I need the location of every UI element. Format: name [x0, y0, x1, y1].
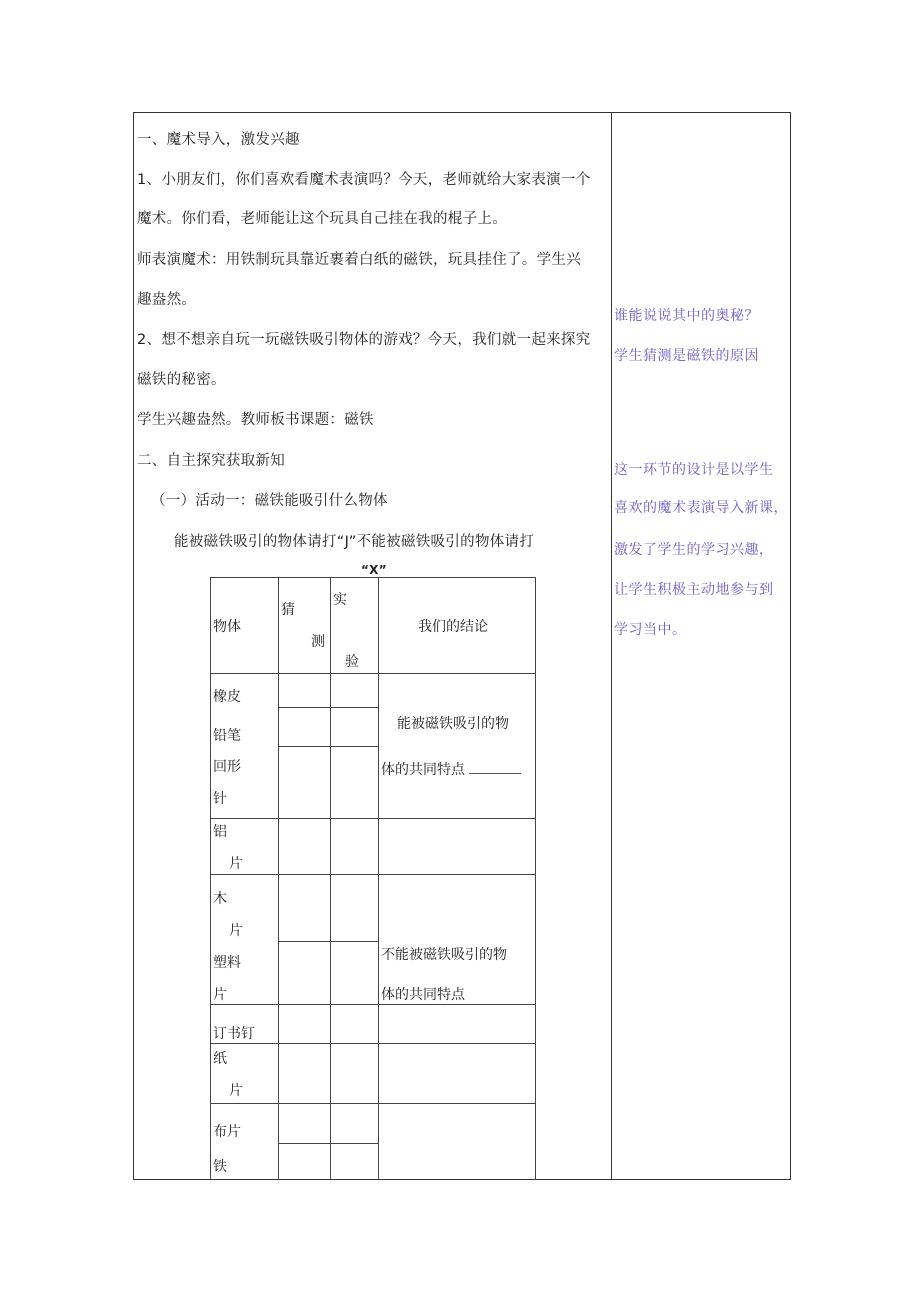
row-plastic-1: 塑料 [213, 955, 241, 971]
header-guess-2: 测 [311, 634, 325, 650]
header-experiment-1: 实 [333, 592, 347, 608]
activity-1-title: （一）活动一：磁铁能吸引什么物体 [151, 493, 388, 509]
table-hline-r4 [210, 874, 536, 875]
row-aluminum-1: 铝 [213, 824, 227, 840]
table-vline-guess [278, 577, 279, 1180]
row-paper-1: 纸 [213, 1051, 227, 1067]
answer-blank [469, 761, 521, 774]
header-guess-1: 猜 [281, 602, 295, 618]
table-vline-left [210, 577, 211, 1180]
table-hline-r3 [210, 818, 536, 819]
table-hline-top [210, 577, 536, 578]
section-2-title: 二、自主探究获取新知 [137, 453, 285, 469]
conclusion-attracted-1: 能被磁铁吸引的物 [397, 716, 509, 732]
header-conclusion: 我们的结论 [418, 619, 488, 635]
row-paper-2: 片 [229, 1083, 243, 1099]
paragraph-4: 学生兴趣盎然。教师板书课题：磁铁 [137, 412, 374, 428]
table-hline-header [210, 673, 536, 674]
design-note-line-1: 这一环节的设计是以学生 [614, 462, 774, 478]
row-iron: 铁 [213, 1159, 227, 1175]
table-vline-conclusion [378, 577, 379, 1180]
row-cloth: 布片 [213, 1124, 241, 1140]
conclusion-attracted-2 [381, 760, 521, 780]
row-pencil: 铅笔 [213, 728, 241, 744]
table-hline-r9 [278, 1143, 379, 1144]
row-aluminum-2: 片 [229, 856, 243, 872]
student-guess-note: 学生猜测是磁铁的原因 [614, 348, 759, 364]
section-1-title: 一、魔术导入，激发兴趣 [137, 132, 300, 148]
paragraph-2-line-1: 师表演魔术：用铁制玩具靠近裹着白纸的磁铁，玩具挂住了。学生兴 [137, 252, 581, 268]
paragraph-1-line-1: 1、小朋友们，你们喜欢看魔术表演吗？今天，老师就给大家表演一个 [137, 172, 591, 188]
table-hline-r2 [278, 746, 379, 747]
table-hline-r1 [278, 707, 379, 708]
conclusion-not-attracted-1: 不能被磁铁吸引的物 [381, 947, 507, 963]
column-divider [611, 112, 612, 1180]
header-object: 物体 [213, 619, 241, 635]
design-note-line-3: 激发了学生的学习兴趣， [614, 542, 774, 558]
header-experiment-2: 验 [345, 654, 359, 670]
row-plastic-2: 片 [213, 987, 227, 1003]
lesson-plan-frame [133, 112, 791, 1180]
design-note-line-4: 让学生积极主动地参与到 [614, 582, 774, 598]
conclusion-not-attracted-2: 体的共同特点 [381, 987, 465, 1003]
table-vline-right [535, 577, 536, 1180]
row-eraser: 橡皮 [213, 689, 241, 705]
teacher-question-note: 谁能说说其中的奥秘？ [614, 308, 759, 324]
row-staple: 订书钉 [213, 1026, 255, 1042]
paragraph-2-line-2: 趣盎然。 [137, 292, 197, 308]
row-wood-2: 片 [229, 923, 243, 939]
paragraph-1-line-2: 魔术。你们看，老师能让这个玩具自己挂在我的棍子上。 [137, 211, 507, 227]
table-hline-r6 [210, 1004, 536, 1005]
paragraph-3-line-1: 2、想不想亲自玩一玩磁铁吸引物体的游戏？今天，我们就一起来探究 [137, 332, 591, 348]
row-wood-1: 木 [213, 891, 227, 907]
table-hline-r5 [278, 941, 379, 942]
instruction-mark: “X” [361, 563, 387, 577]
design-note-line-2: 喜欢的魔术表演导入新课， [614, 500, 788, 516]
table-vline-experiment [330, 577, 331, 1180]
table-hline-r7 [210, 1043, 536, 1044]
paragraph-3-line-2: 磁铁的秘密。 [137, 372, 226, 388]
row-clip-2: 针 [213, 791, 227, 807]
table-hline-r8 [210, 1103, 536, 1104]
row-clip-1: 回形 [213, 759, 241, 775]
instruction-text: 能被磁铁吸引的物体请打“J”不能被磁铁吸引的物体请打 [174, 534, 535, 550]
design-note-line-5: 学习当中。 [614, 622, 687, 638]
conclusion-attracted-2-text: 体的共同特点 [381, 762, 465, 778]
